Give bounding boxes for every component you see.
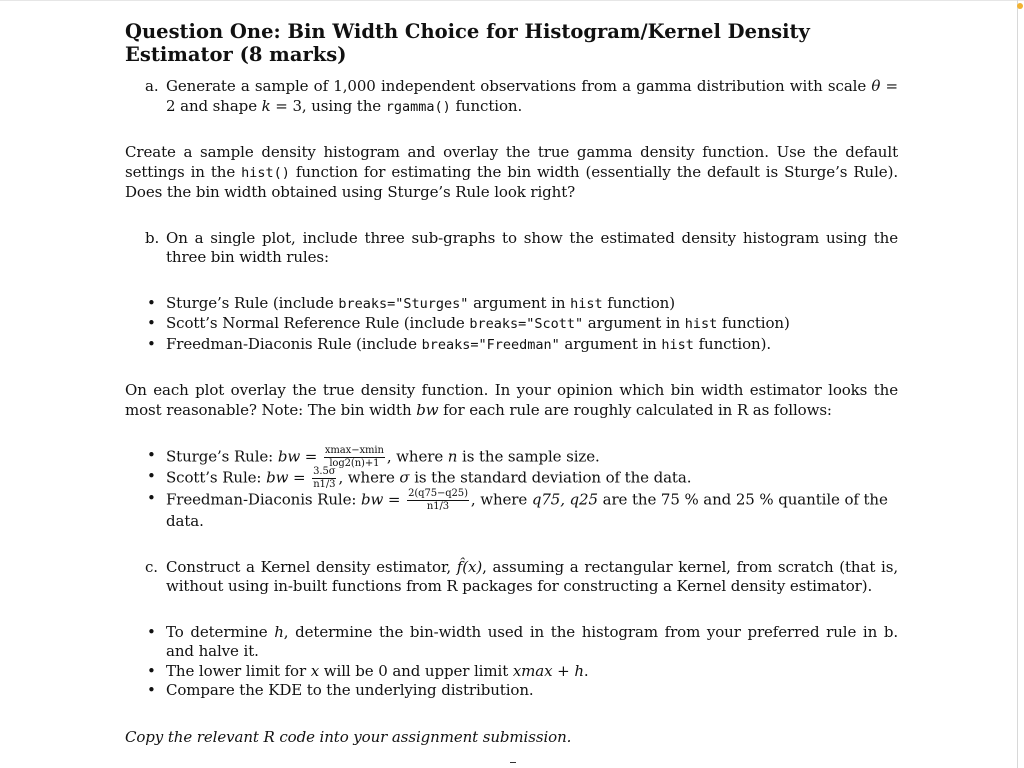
paragraph-text: for each rule are roughly calculated in R as follows: xyxy=(438,400,832,419)
list-item: • The lower limit for x will be 0 and upper limit xmax + h. xyxy=(147,661,589,680)
hist-code: hist() xyxy=(241,164,290,181)
theta-symbol: θ xyxy=(871,77,881,95)
list-item: • Sturge’s Rule (include breaks="Sturges" argument in hist function) xyxy=(147,293,675,312)
part-b xyxy=(125,229,898,268)
part-b-text: On a single plot, include three sub-graphs to show the estimated density histogram using the three bin width rules: xyxy=(166,228,898,266)
question-title: Question One: Bin Width Choice for Histogram/Kernel Density Estimator (8 marks) xyxy=(125,20,810,66)
formula-list xyxy=(125,446,898,532)
fd-formula: • Freedman-Diaconis Rule: bw = $\frac{2(q75-q25)}{n1/3}$ , where q75, q25 are the 75 % and 25 % quantile of the data. xyxy=(147,488,888,530)
paragraph-text: On each plot overlay the true density function. In your opinion which bin width estimator looks the most reasonable? Note: The bin width xyxy=(125,381,898,419)
fhat-symbol: f̂(x) xyxy=(456,557,483,576)
part-b-label: b. xyxy=(145,228,160,247)
part-c-text: , assuming a rectangular kernel, from scratch (that is, without using in-built functions from R packages for constructing a Kernel density estimator). xyxy=(166,557,898,595)
bin-rules-list xyxy=(125,294,898,356)
overlay-instructions xyxy=(125,381,898,420)
part-a-label: a. xyxy=(145,77,159,95)
scroll-position-indicator[interactable] xyxy=(1017,3,1023,9)
list-item: • To determine h, determine the bin-width used in the histogram from your preferred rule in b. and halve it. xyxy=(147,622,898,660)
histogram-instructions xyxy=(125,143,898,203)
part-c xyxy=(125,558,898,597)
question-content xyxy=(125,20,898,747)
part-a-text: = 2 and shape xyxy=(166,77,898,115)
kde-steps-list xyxy=(125,623,898,701)
part-a-text: Generate a sample of 1,000 independent observations from a gamma distribution with scale xyxy=(166,77,872,95)
paragraph-text: function for estimating the bin width (essentially the default is Sturge’s Rule). Does the bin width obtained using Sturge’s Rule look right? xyxy=(125,162,898,201)
part-c-text: Construct a Kernel density estimator, xyxy=(166,557,457,576)
submission-note: Copy the relevant R code into your assignment submission. xyxy=(125,727,572,746)
sturges-fraction: $\frac{xmax-xmin}{\log 2(n)+1}$ xyxy=(324,445,384,469)
bw-symbol: bw xyxy=(416,400,439,419)
part-a-text: = 3, using the xyxy=(270,96,386,115)
top-border xyxy=(0,0,1024,1)
list-item: • Scott’s Normal Reference Rule (include breaks="Scott" argument in hist function) xyxy=(147,314,790,332)
part-a xyxy=(125,77,898,117)
list-item: • Freedman-Diaconis Rule (include breaks="Freedman" argument in hist function). xyxy=(147,334,771,353)
paragraph-text: Create a sample density histogram and overlay the true gamma density function. Use the default settings in the xyxy=(125,143,898,181)
part-c-label: c. xyxy=(145,557,158,576)
fd-fraction: $\frac{2(q75-q25)}{n1/3}$ xyxy=(408,488,468,512)
k-symbol: k xyxy=(261,96,271,115)
scott-fraction: $\frac{3.5\sigma}{n1/3}$ xyxy=(313,466,336,490)
scrollbar-track[interactable] xyxy=(1017,0,1018,768)
sturges-formula: • Sturge’s Rule: bw = $\frac{xmax-xmin}{\log 2(n)+1}$ , where n is the sample size. xyxy=(147,445,600,469)
rgamma-code: rgamma() xyxy=(385,98,451,115)
list-item: • Compare the KDE to the underlying distribution. xyxy=(147,681,534,699)
scott-formula: • Scott’s Rule: bw = $\frac{3.5\sigma}{n1/3}$ , where σ is the standard deviation of the data. xyxy=(147,466,692,490)
part-a-text: function. xyxy=(450,96,523,115)
page-number-mark xyxy=(510,762,516,763)
